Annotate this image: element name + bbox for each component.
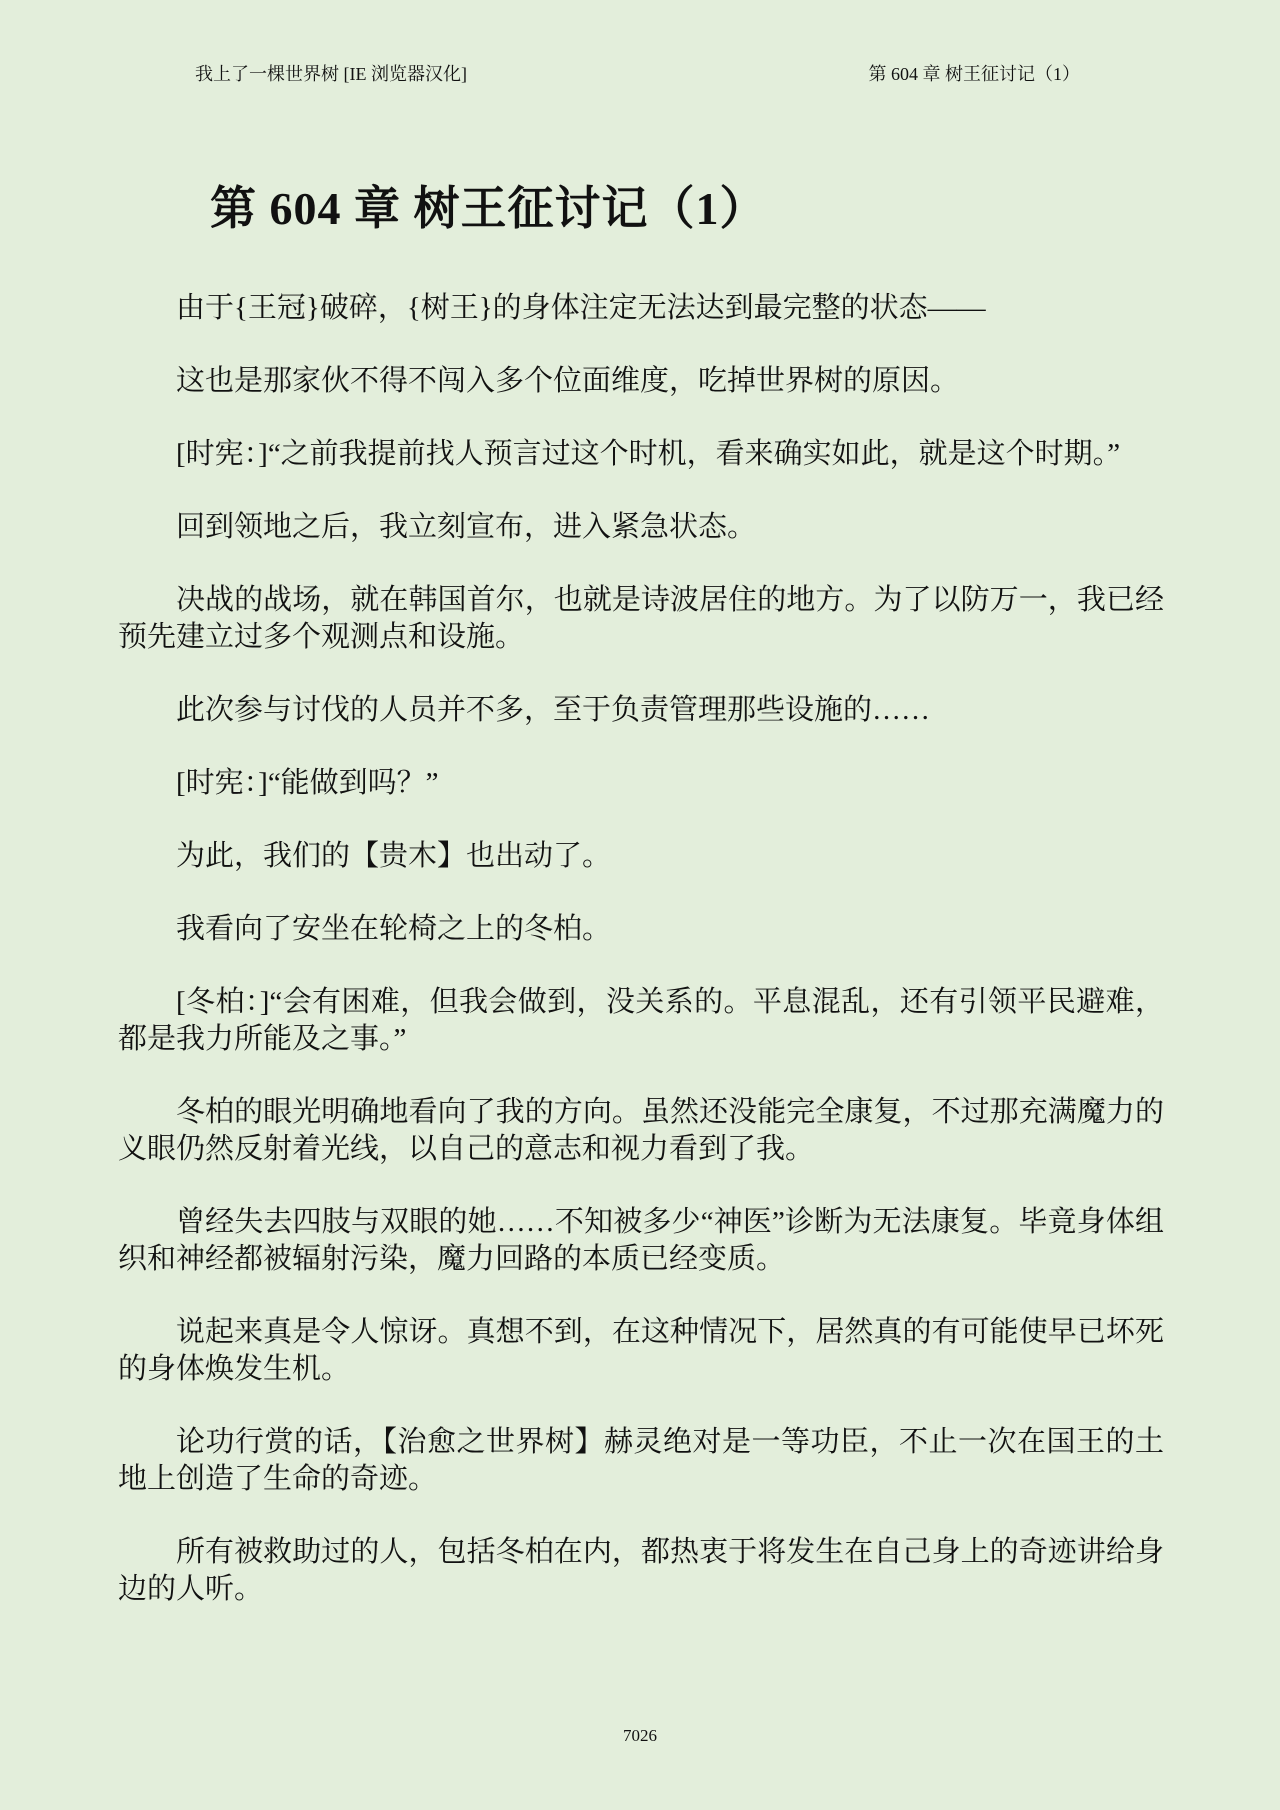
running-header-book-title: 我上了一棵世界树 [IE 浏览器汉化] <box>195 64 467 84</box>
paragraph: 这也是那家伙不得不闯入多个位面维度，吃掉世界树的原因。 <box>176 365 960 397</box>
paragraph: 由于{王冠}破碎，{树王}的身体注定无法达到最完整的状态—— <box>176 292 986 324</box>
paragraph: 所有被救助过的人，包括冬柏在内，都热衷于将发生在自己身上的奇迹讲给身边的人听。 <box>118 1536 1164 1605</box>
running-header-chapter: 第 604 章 树王征讨记（1） <box>868 64 1080 84</box>
paragraph: 此次参与讨伐的人员并不多，至于负责管理那些设施的…… <box>176 694 931 726</box>
paragraph: 冬柏的眼光明确地看向了我的方向。虽然还没能完全康复，不过那充满魔力的义眼仍然反射着光线，以自己的意志和视力看到了我。 <box>118 1096 1164 1165</box>
page-number: 7026 <box>623 1726 657 1745</box>
paragraph: 曾经失去四肢与双眼的她……不知被多少“神医”诊断为无法康复。毕竟身体组织和神经都被辐射污染，魔力回路的本质已经变质。 <box>118 1206 1164 1275</box>
chapter-body <box>118 290 1164 1644</box>
paragraph: 我看向了安坐在轮椅之上的冬柏。 <box>176 913 612 945</box>
paragraph: [时宪：]“之前我提前找人预言过这个时机，看来确实如此，就是这个时期。” <box>176 438 1121 470</box>
paragraph: 回到领地之后，我立刻宣布，进入紧急状态。 <box>176 511 757 543</box>
paragraph: 为此，我们的【贵木】也出动了。 <box>176 840 612 872</box>
paragraph: 决战的战场，就在韩国首尔，也就是诗波居住的地方。为了以防万一，我已经预先建立过多个观测点和设施。 <box>118 584 1164 653</box>
paragraph: [冬柏：]“会有困难，但我会做到，没关系的。平息混乱，还有引领平民避难，都是我力所能及之事。” <box>118 986 1164 1055</box>
paragraph: [时宪：]“能做到吗？” <box>176 767 439 799</box>
paragraph: 说起来真是令人惊讶。真想不到，在这种情况下，居然真的有可能使早已坏死的身体焕发生机。 <box>118 1316 1164 1385</box>
chapter-title: 第 604 章 树王征讨记（1） <box>210 183 767 234</box>
paragraph: 论功行赏的话，【治愈之世界树】赫灵绝对是一等功臣，不止一次在国王的土地上创造了生命的奇迹。 <box>118 1426 1164 1495</box>
